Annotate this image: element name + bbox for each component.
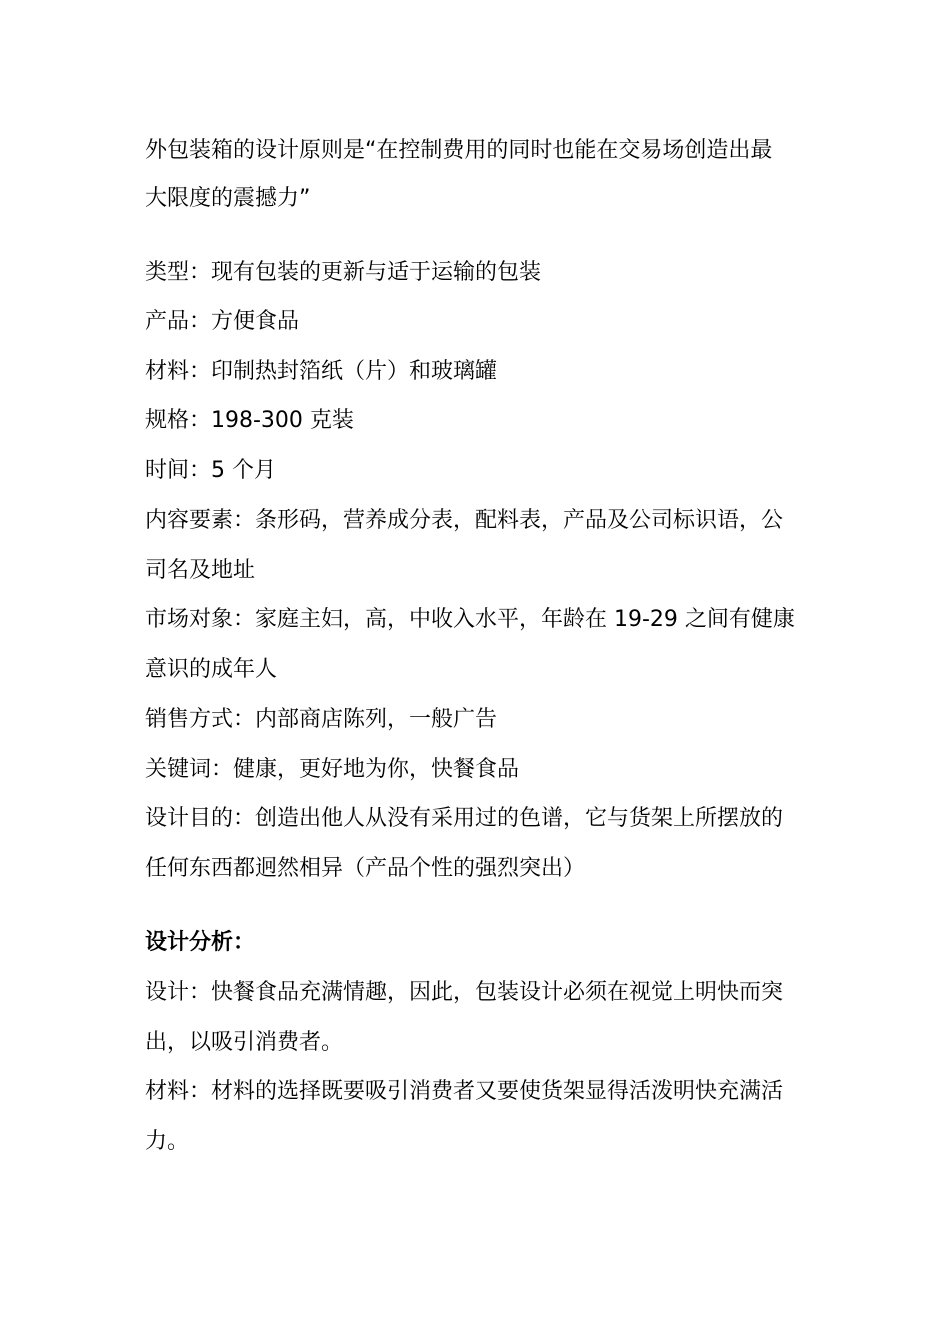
spec-time: 时间：5 个月 xyxy=(145,458,276,483)
spec-goal-1: 设计目的：创造出他人从没有采用过的色谱，它与货架上所摆放的 xyxy=(145,806,784,831)
spec-content-1: 内容要素：条形码，营养成分表，配料表，产品及公司标识语，公 xyxy=(145,508,784,533)
spec-content-2: 司名及地址 xyxy=(145,558,256,583)
analysis-design-2: 出，以吸引消费者。 xyxy=(145,1030,344,1055)
spec-market-1: 市场对象：家庭主妇，高，中收入水平，年龄在 19-29 之间有健康 xyxy=(145,607,795,632)
spec-sales: 销售方式：内部商店陈列，一般广告 xyxy=(145,707,498,732)
spec-goal-2: 任何东西都迥然相异（产品个性的强烈突出） xyxy=(145,856,586,881)
spec-size: 规格：198-300 克装 xyxy=(145,408,354,433)
spec-market-2: 意识的成年人 xyxy=(145,657,278,682)
analysis-heading: 设计分析： xyxy=(145,930,256,955)
spec-product: 产品：方便食品 xyxy=(145,309,300,334)
analysis-material-2: 力。 xyxy=(145,1129,190,1154)
intro-line-2: 大限度的震撼力” xyxy=(145,186,311,211)
spec-material: 材料：印制热封箔纸（片）和玻璃罐 xyxy=(145,359,498,384)
intro-line-1: 外包装箱的设计原则是“在控制费用的同时也能在交易场创造出最 xyxy=(145,138,773,163)
analysis-design-1: 设计：快餐食品充满情趣，因此，包装设计必须在视觉上明快而突 xyxy=(145,980,784,1005)
analysis-material-1: 材料：材料的选择既要吸引消费者又要使货架显得活泼明快充满活 xyxy=(145,1079,784,1104)
spec-keywords: 关键词：健康，更好地为你，快餐食品 xyxy=(145,757,520,782)
spec-type: 类型：现有包装的更新与适于运输的包装 xyxy=(145,260,542,285)
